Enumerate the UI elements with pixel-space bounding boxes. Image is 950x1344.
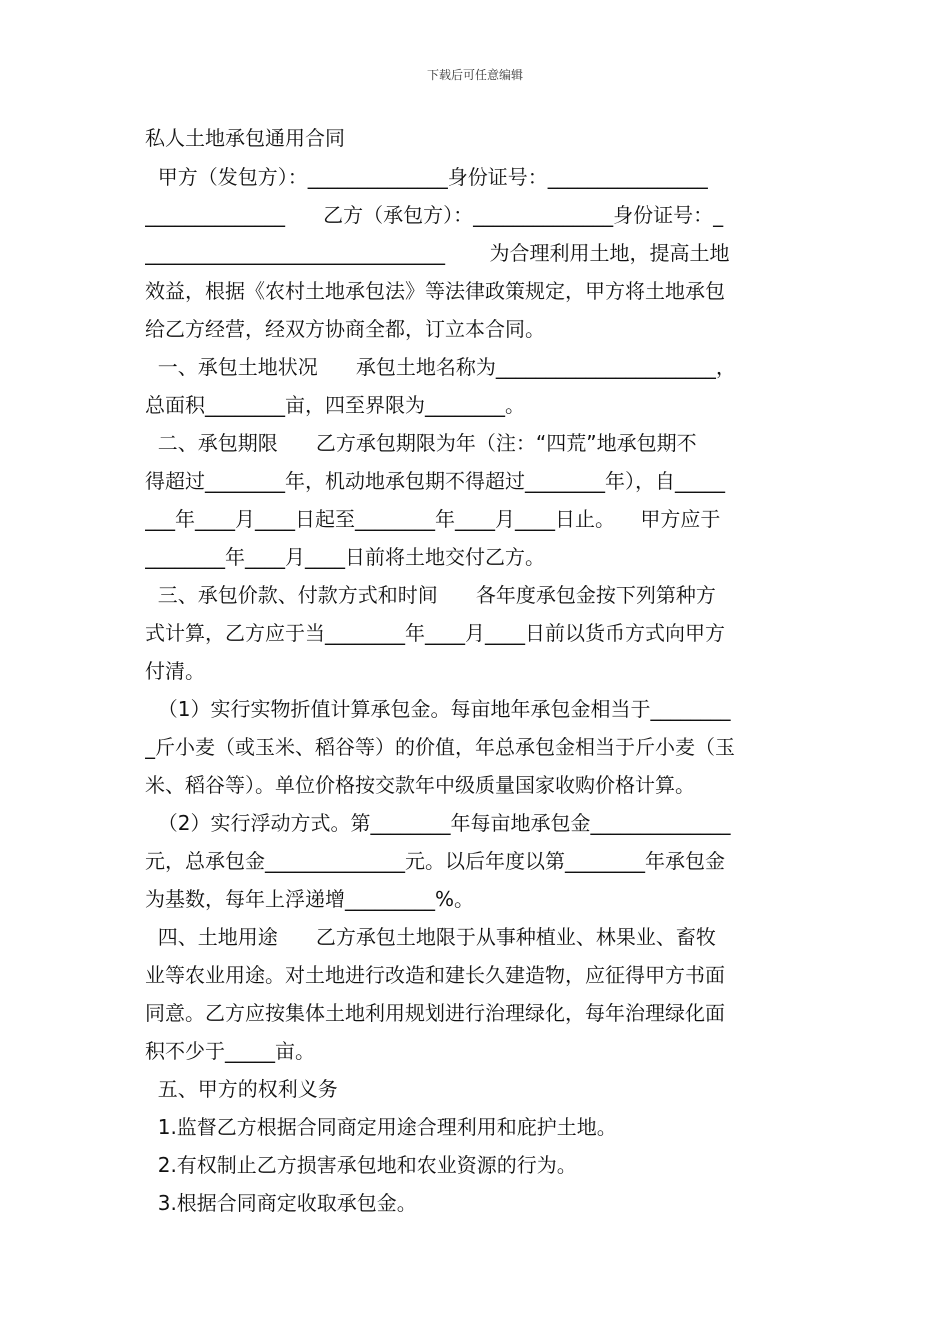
contract-line: 得超过________年，机动地承包期不得超过________年），自_____ [145, 469, 725, 493]
contract-line: 付清。 [145, 659, 205, 683]
contract-body [145, 118, 810, 1222]
contract-line: 给乙方经营，经双方协商全都，订立本合同。 [145, 317, 545, 341]
contract-line: 式计算，乙方应于当________年____月____日前以货币方式向甲方 [145, 621, 725, 645]
contract-line: _斤小麦（或玉米、稻谷等）的价值，年总承包金相当于斤小麦（玉 [145, 735, 735, 759]
contract-line: ________年____月____日前将土地交付乙方。 [145, 545, 545, 569]
contract-line: （2）实行浮动方式。第________年每亩地承包金______________ [145, 811, 731, 835]
contract-line: （1）实行实物折值计算承包金。每亩地年承包金相当于________ [145, 697, 731, 721]
contract-line: 为基数，每年上浮递增_________%。 [145, 887, 475, 911]
page-header-note: 下载后可任意编辑 [426, 68, 523, 82]
contract-line: 一、承包土地状况 承包土地名称为______________________， [145, 355, 736, 379]
contract-line: 同意。乙方应按集体土地利用规划进行治理绿化，每年治理绿化面 [145, 1001, 725, 1025]
contract-line: 总面积________亩，四至界限为________。 [145, 393, 525, 417]
contract-line: 3.根据合同商定收取承包金。 [145, 1191, 417, 1215]
contract-line: 甲方（发包方）：______________身份证号：________________ [145, 165, 708, 189]
document-title: 私人土地承包通用合同 [145, 126, 345, 150]
contract-line: 二、承包期限 乙方承包期限为年（注：“四荒”地承包期不 [145, 431, 697, 455]
contract-line: 业等农业用途。对土地进行改造和建长久建造物，应征得甲方书面 [145, 963, 725, 987]
contract-line: ___年____月____日起至________年____月____日止。 甲方应于 [145, 507, 721, 531]
contract-line: 积不少于_____亩。 [145, 1039, 315, 1063]
contract-line: 四、土地用途 乙方承包土地限于从事种植业、林果业、畜牧 [145, 925, 716, 949]
contract-line: 米、稻谷等）。单位价格按交款年中级质量国家收购价格计算。 [145, 773, 695, 797]
contract-line: 元，总承包金______________元。以后年度以第________年承包金 [145, 849, 725, 873]
contract-line: 五、甲方的权利义务 [145, 1077, 338, 1101]
contract-line: 2.有权制止乙方损害承包地和农业资源的行为。 [145, 1153, 577, 1177]
contract-line: ______________ 乙方（承包方）：______________身份证号：_ [145, 203, 724, 227]
contract-line: ______________________________ 为合理利用土地，提高土地 [145, 241, 730, 265]
contract-line: 三、承包价款、付款方式和时间 各年度承包金按下列第种方 [145, 583, 716, 607]
contract-line: 效益，根据《农村土地承包法》等法律政策规定，甲方将土地承包 [145, 279, 725, 303]
contract-line: 1.监督乙方根据合同商定用途合理利用和庇护土地。 [145, 1115, 617, 1139]
